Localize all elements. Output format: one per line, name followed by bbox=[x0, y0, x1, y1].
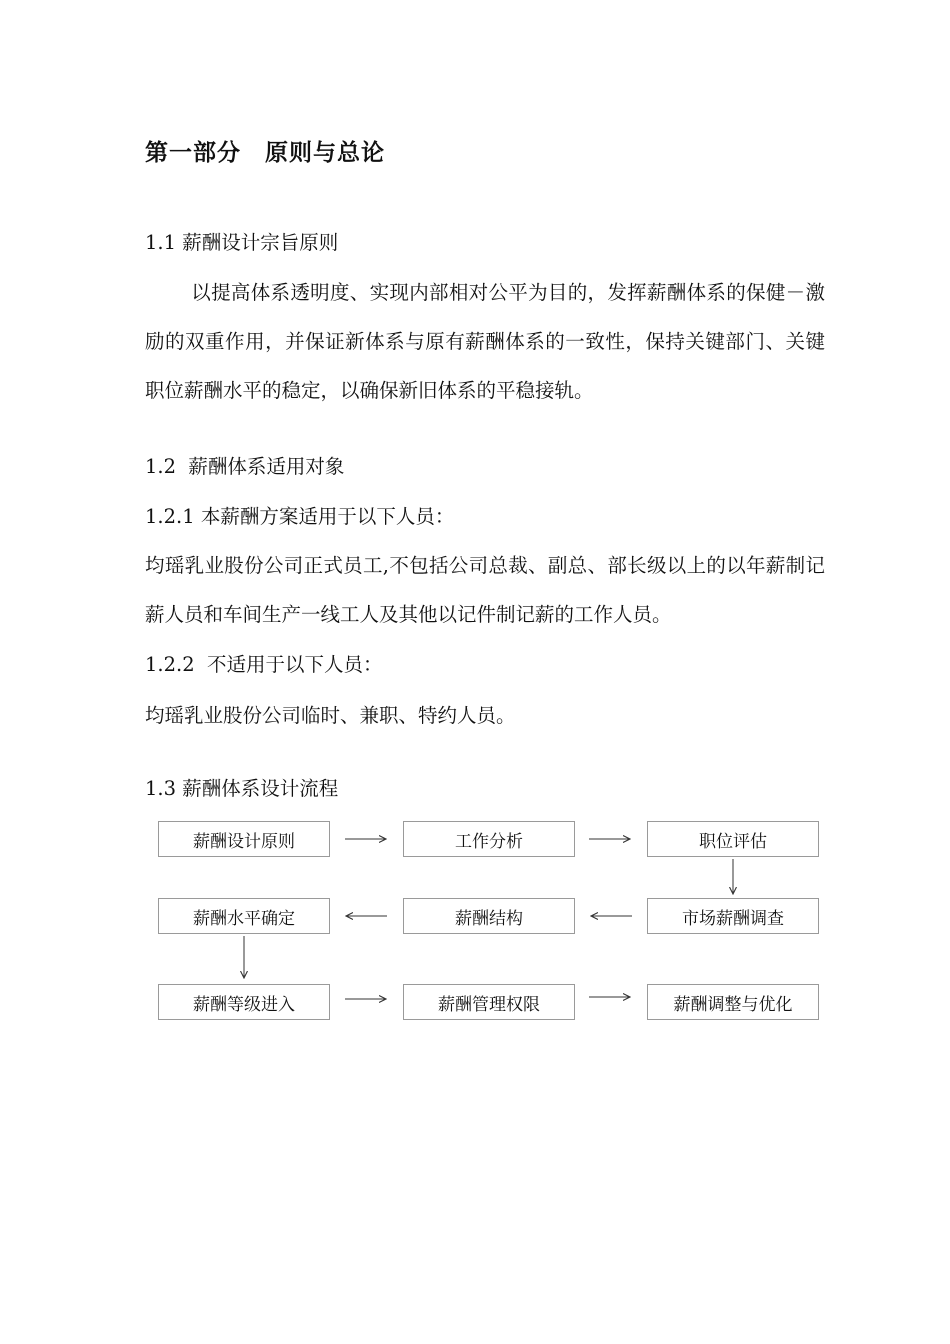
flow-step-adjust-optimize: 薪酬调整与优化 bbox=[647, 984, 819, 1020]
flow-step-design-principle: 薪酬设计原则 bbox=[158, 821, 330, 857]
subsection-1-2-1-text: 均瑶乳业股份公司正式员工,不包括公司总裁、副总、部长级以上的以年薪制记薪人员和车间生产一线工人及其他以记件制记薪的工作人员。 bbox=[145, 554, 825, 626]
section-1-1-paragraph bbox=[145, 268, 825, 415]
subsection-heading-1-2-1: 1.2.1 本薪酬方案适用于以下人员： bbox=[145, 505, 455, 528]
section-heading-1-3: 1.3 薪酬体系设计流程 bbox=[145, 777, 339, 800]
section-heading-1-2: 1.2 薪酬体系适用对象 bbox=[145, 455, 345, 478]
flow-step-pay-level: 薪酬水平确定 bbox=[158, 898, 330, 934]
flow-step-job-analysis: 工作分析 bbox=[403, 821, 575, 857]
flow-step-market-survey: 市场薪酬调查 bbox=[647, 898, 819, 934]
subsection-1-2-2-text: 均瑶乳业股份公司临时、兼职、特约人员。 bbox=[145, 704, 516, 727]
flow-step-grade-entry: 薪酬等级进入 bbox=[158, 984, 330, 1020]
page-title: 第一部分 原则与总论 bbox=[145, 140, 385, 166]
flow-step-management-authority: 薪酬管理权限 bbox=[403, 984, 575, 1020]
section-1-1-paragraph-text: 以提高体系透明度、实现内部相对公平为目的，发挥薪酬体系的保健－激励的双重作用，并保证新体系与原有薪酬体系的一致性，保持关键部门、关键职位薪酬水平的稳定，以确保新旧体系的平稳接轨。 bbox=[145, 281, 825, 402]
flow-step-job-evaluation: 职位评估 bbox=[647, 821, 819, 857]
subsection-heading-1-2-2: 1.2.2 不适用于以下人员： bbox=[145, 653, 383, 676]
section-heading-1-1: 1.1 薪酬设计宗旨原则 bbox=[145, 231, 339, 254]
flow-step-pay-structure: 薪酬结构 bbox=[403, 898, 575, 934]
